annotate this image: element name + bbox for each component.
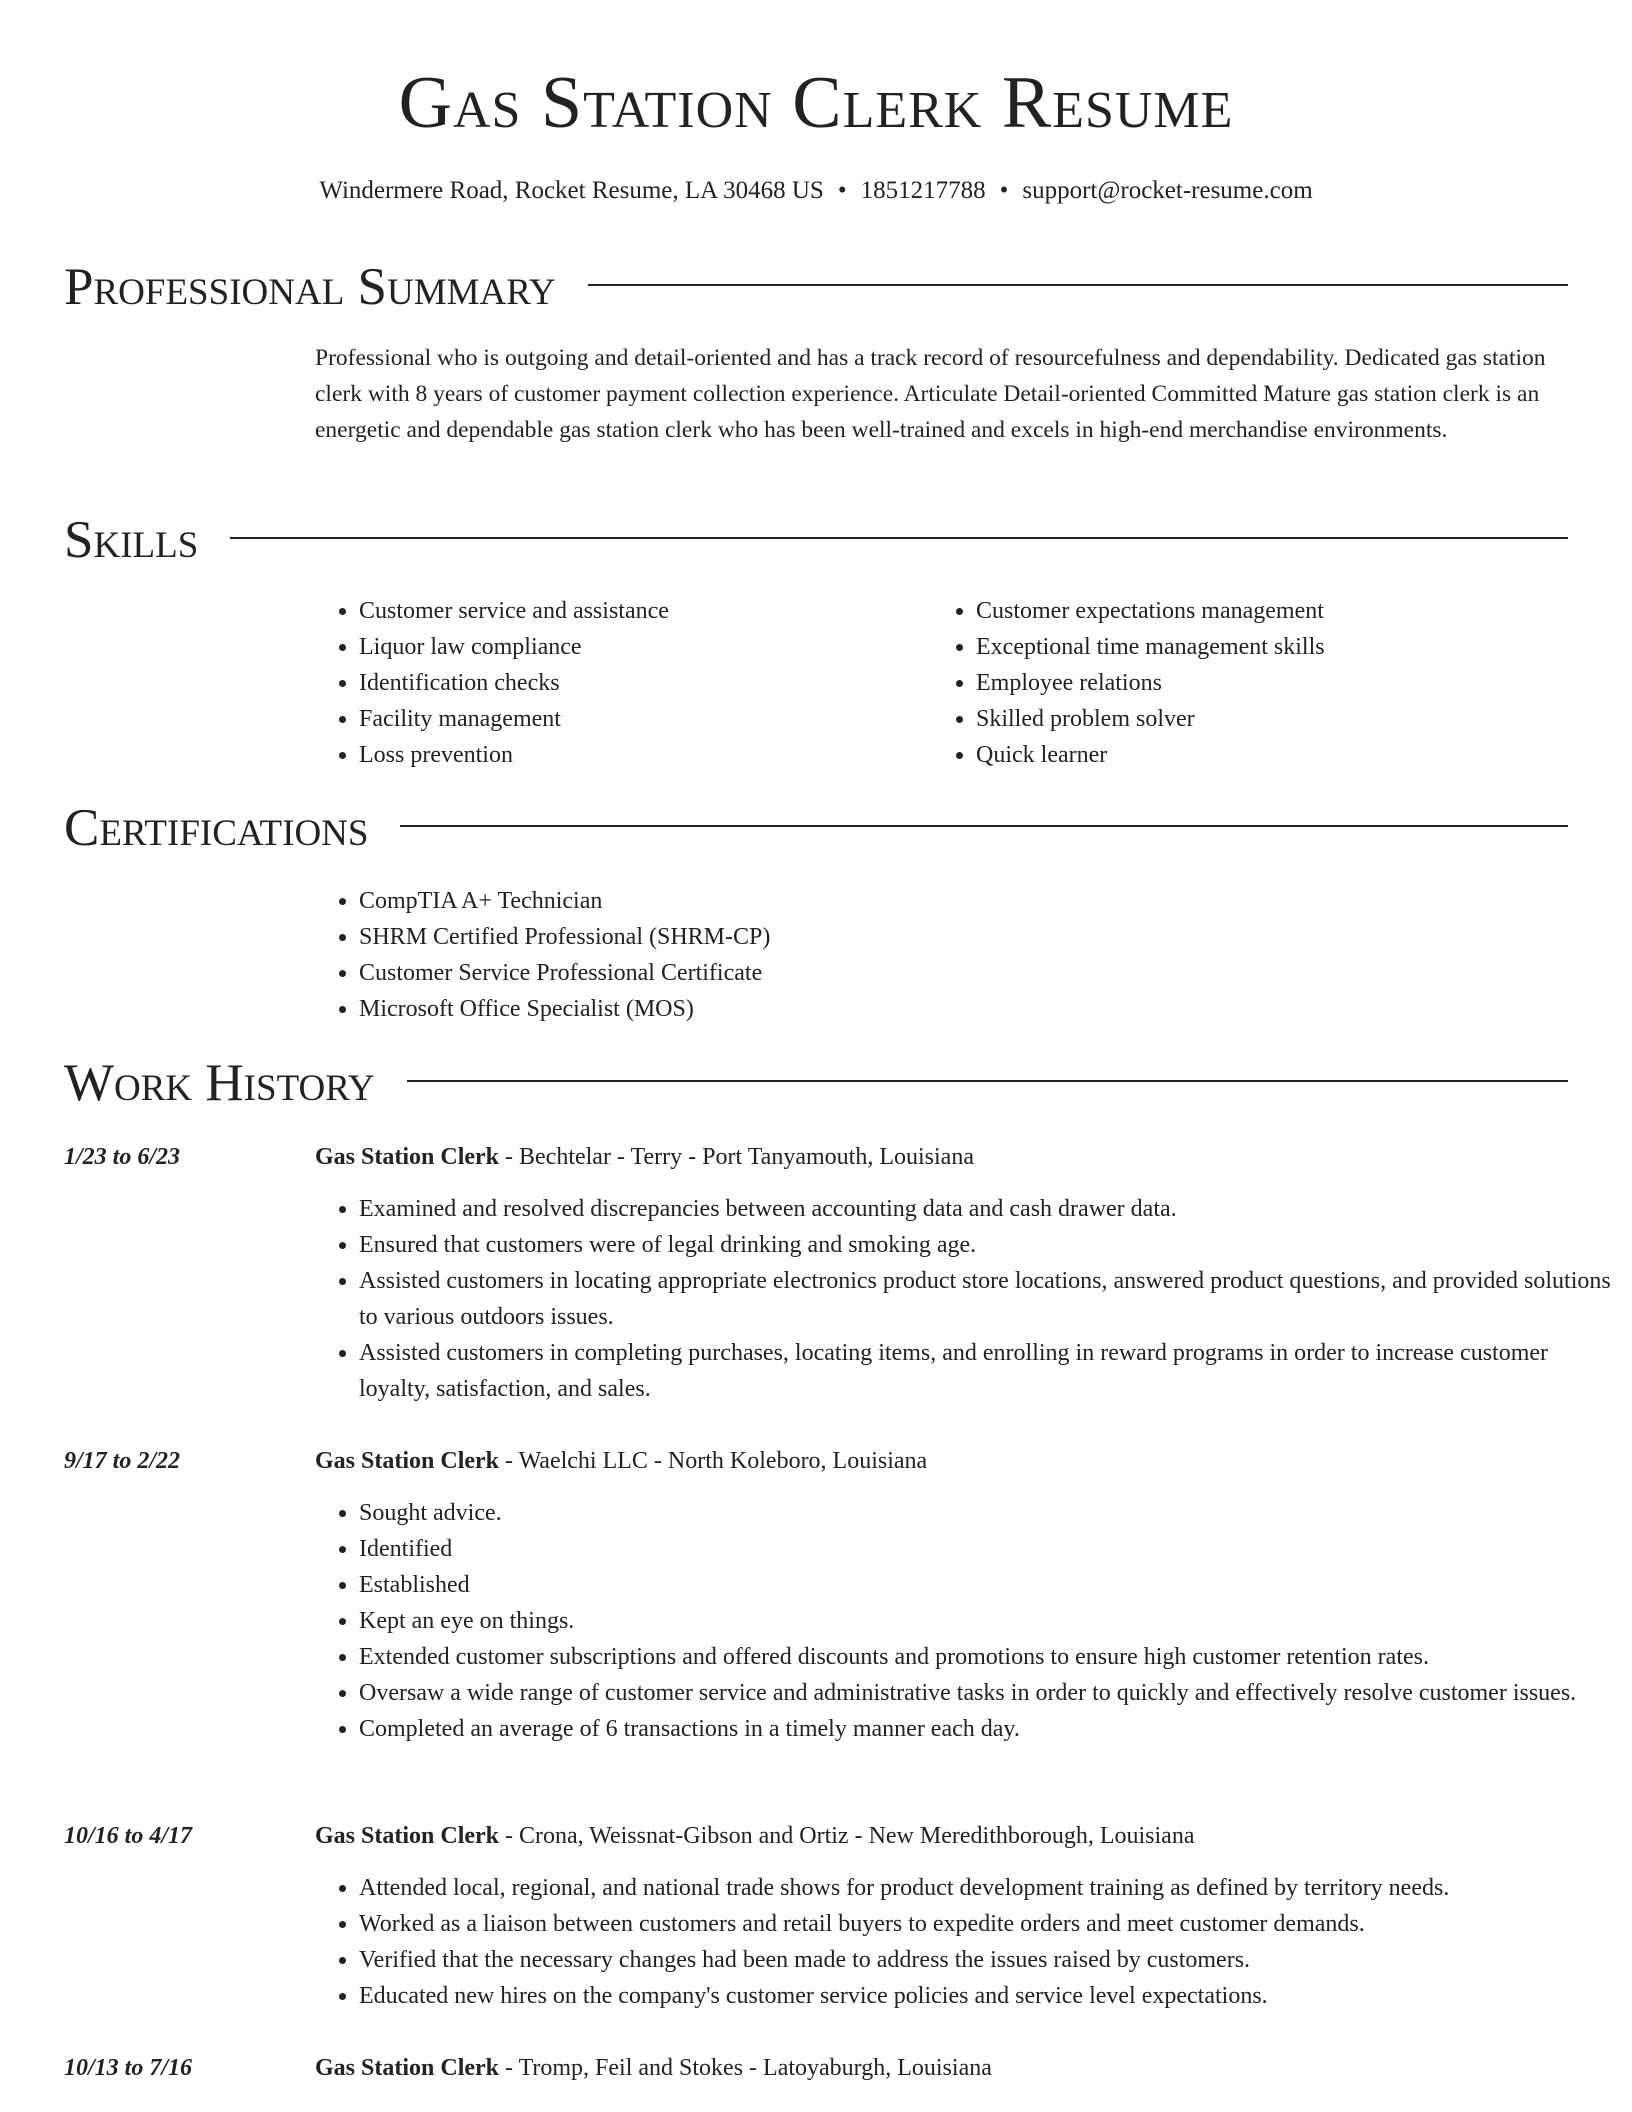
skill-item: • Identification checks bbox=[359, 665, 932, 701]
job-company-location: - Bechtelar - Terry - Port Tanyamouth, Louisiana bbox=[499, 1144, 974, 1170]
responsibility-item: • Established bbox=[359, 1567, 1612, 1603]
job-title: Gas Station Clerk bbox=[315, 2055, 500, 2081]
section-header-certifications bbox=[64, 798, 1568, 858]
section-header-summary bbox=[64, 257, 1568, 317]
skill-item: • Loss prevention bbox=[359, 737, 932, 773]
job-title-line bbox=[315, 2050, 1568, 2086]
skills-list bbox=[315, 593, 1569, 773]
job-dates: 1/23 to 6/23 bbox=[64, 1144, 181, 1170]
responsibility-item: • Kept an eye on things. bbox=[359, 1603, 1612, 1639]
job-title-line bbox=[315, 1443, 1568, 1479]
responsibility-item: • Verified that the necessary changes had been made to address the issues raised by customers. bbox=[359, 1942, 1612, 1978]
section-header-work-history bbox=[64, 1053, 1568, 1113]
contact-phone: 1851217788 bbox=[860, 177, 986, 204]
section-divider bbox=[230, 537, 1568, 539]
skills-column-right bbox=[932, 593, 1549, 773]
job-responsibilities bbox=[315, 1191, 1612, 1407]
skill-item: • Liquor law compliance bbox=[359, 629, 932, 665]
responsibility-item: • Attended local, regional, and national trade shows for product development training as defined by territory needs. bbox=[359, 1870, 1612, 1906]
responsibility-item: • Extended customer subscriptions and offered discounts and promotions to ensure high customer retention rates. bbox=[359, 1639, 1612, 1675]
responsibility-item: • Identified bbox=[359, 1531, 1612, 1567]
section-title-work-history: Work History bbox=[64, 1054, 375, 1112]
section-divider bbox=[407, 1080, 1568, 1082]
job-dates: 9/17 to 2/22 bbox=[64, 1448, 181, 1474]
skill-item: • Quick learner bbox=[976, 737, 1549, 773]
section-title-skills: Skills bbox=[64, 511, 199, 569]
skill-item: • Facility management bbox=[359, 701, 932, 737]
section-divider bbox=[588, 284, 1568, 286]
certification-item: • CompTIA A+ Technician bbox=[359, 883, 1569, 919]
skills-column-left bbox=[315, 593, 932, 773]
contact-address: Windermere Road, Rocket Resume, LA 30468 US bbox=[319, 177, 824, 204]
certification-item: • Customer Service Professional Certificate bbox=[359, 955, 1569, 991]
job-title-line bbox=[315, 1818, 1568, 1854]
section-title-summary: Professional Summary bbox=[64, 258, 556, 316]
job-title: Gas Station Clerk bbox=[315, 1448, 500, 1474]
responsibility-item: • Examined and resolved discrepancies between accounting data and cash drawer data. bbox=[359, 1191, 1612, 1227]
certification-item: • SHRM Certified Professional (SHRM-CP) bbox=[359, 919, 1569, 955]
job-title: Gas Station Clerk bbox=[315, 1144, 500, 1170]
job-responsibilities bbox=[315, 1495, 1612, 1747]
job-dates: 10/16 to 4/17 bbox=[64, 1823, 193, 1849]
job-company-location: - Tromp, Feil and Stokes - Latoyaburgh, Louisiana bbox=[499, 2055, 992, 2081]
responsibility-item: • Worked as a liaison between customers and retail buyers to expedite orders and meet customer demands. bbox=[359, 1906, 1612, 1942]
responsibility-item: • Educated new hires on the company's customer service policies and service level expectations. bbox=[359, 1978, 1612, 2014]
section-header-skills bbox=[64, 510, 1568, 570]
job-title: Gas Station Clerk bbox=[315, 1823, 500, 1849]
contact-email: support@rocket-resume.com bbox=[1022, 177, 1313, 204]
skill-item: • Employee relations bbox=[976, 665, 1549, 701]
responsibility-item: • Sought advice. bbox=[359, 1495, 1612, 1531]
page-title: Gas Station Clerk Resume bbox=[398, 62, 1234, 144]
responsibility-item: • Assisted customers in locating appropriate electronics product store locations, answered product questions, and provided solutions to various outdoors issues. bbox=[359, 1263, 1612, 1335]
section-divider bbox=[400, 825, 1568, 827]
certification-item: • Microsoft Office Specialist (MOS) bbox=[359, 991, 1569, 1027]
skill-item: • Customer expectations management bbox=[976, 593, 1549, 629]
job-company-location: - Waelchi LLC - North Koleboro, Louisiana bbox=[499, 1448, 928, 1474]
contact-separator: • bbox=[999, 177, 1009, 204]
job-responsibilities bbox=[315, 1870, 1612, 2014]
contact-line bbox=[0, 174, 1632, 208]
job-dates: 10/13 to 7/16 bbox=[64, 2055, 193, 2081]
contact-separator: • bbox=[837, 177, 847, 204]
job-title-line bbox=[315, 1139, 1568, 1175]
responsibility-item: • Completed an average of 6 transactions in a timely manner each day. bbox=[359, 1711, 1612, 1747]
responsibility-item: • Oversaw a wide range of customer service and administrative tasks in order to quickly and effectively resolve customer issues. bbox=[359, 1675, 1612, 1711]
certifications-list bbox=[315, 883, 1569, 1027]
responsibility-item: • Assisted customers in completing purchases, locating items, and enrolling in reward programs in order to increase customer loyalty, satisfaction, and sales. bbox=[359, 1335, 1612, 1407]
summary-text: Professional who is outgoing and detail-oriented and has a track record of resourcefulness and dependability. Dedicated gas station clerk with 8 years of customer payment collection experience. Articulate Detail-oriented Committed Mature gas station clerk is an energetic and dependable gas station clerk who has been well-trained and excels in high-end merchandise environments. bbox=[315, 345, 1546, 443]
job-company-location: - Crona, Weissnat-Gibson and Ortiz - New Meredithborough, Louisiana bbox=[499, 1823, 1195, 1849]
responsibility-item: • Ensured that customers were of legal drinking and smoking age. bbox=[359, 1227, 1612, 1263]
skill-item: • Exceptional time management skills bbox=[976, 629, 1549, 665]
skill-item: • Skilled problem solver bbox=[976, 701, 1549, 737]
section-title-certifications: Certifications bbox=[64, 799, 369, 857]
skill-item: • Customer service and assistance bbox=[359, 593, 932, 629]
